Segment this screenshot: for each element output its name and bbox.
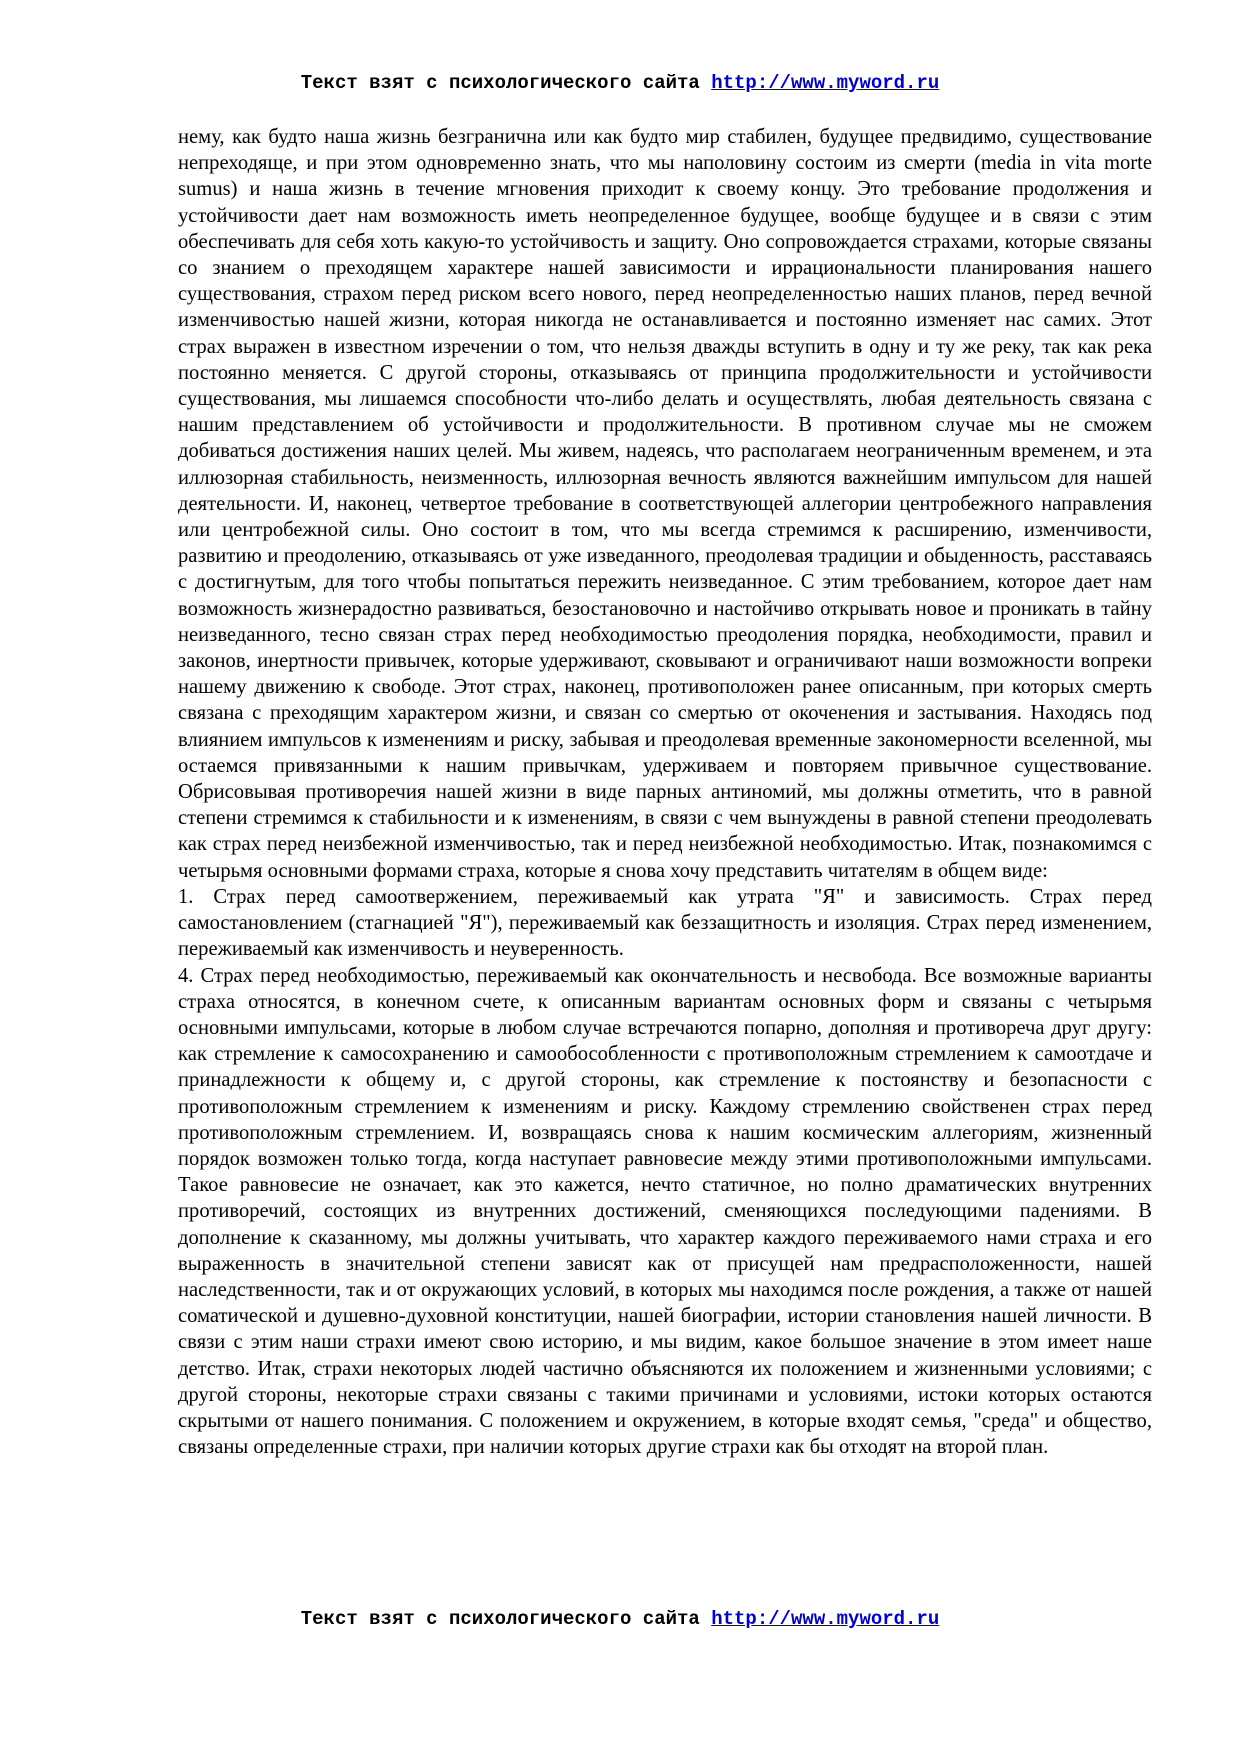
footer-text: Текст взят с психологического сайта <box>300 1608 700 1630</box>
header-text: Текст взят с психологического сайта <box>300 72 700 94</box>
header-site-link[interactable]: http://www.myword.ru <box>711 72 940 94</box>
paragraph-main: нему, как будто наша жизнь безгранична или как будто мир стабилен, будущее предвидимо, существование непреходяще, и при этом одновременно знать, что мы наполовину состоим из смерти (media in vita morte sumus) и наша жизнь в течение мгновения приходит к своему концу. Это требование продолжения и устойчивости дает нам возможность иметь неопределенное будущее, вообще будущее и в связи с этим обеспечивать для себя хоть какую-то устойчивость и защиту. Оно сопровождается страхами, которые связаны со знанием о преходящем характере нашей зависимости и иррациональности планирования нашего существования, страхом перед риском всего нового, перед неопределенностью наших планов, перед вечной изменчивостью нашей жизни, которая никогда не останавливается и постоянно изменяет нас самих. Этот страх выражен в известном изречении о том, что нельзя дважды вступить в одну и ту же реку, так как река постоянно меняется. С другой стороны, отказываясь от принципа продолжительности и устойчивости существования, мы лишаемся способности что-либо делать и осуществлять, любая деятельность связана с нашим представлением об устойчивости и продолжительности. В противном случае мы не сможем добиваться достижения наших целей. Мы живем, надеясь, что располагаем неограниченным временем, и эта иллюзорная стабильность, неизменность, иллюзорная вечность являются важнейшим импульсом для нашей деятельности. И, наконец, четвертое требование в соответствующей аллегории центробежного направления или центробежной силы. Оно состоит в том, что мы всегда стремимся к расширению, изменчивости, развитию и преодолению, отказываясь от уже изведанного, преодолевая традиции и обыденность, расставаясь с достигнутым, для того чтобы попытаться пережить неизведанное. С этим требованием, которое дает нам возможность жизнерадостно развиваться, безостановочно и настойчиво открывать новое и проникать в тайну неизведанного, тесно связан страх перед необходимостью преодоления порядка, необходимости, правил и законов, инертности привычек, которые удерживают, сковывают и ограничивают наши возможности вопреки нашему движению к свободе. Этот страх, наконец, противоположен ранее описанным, при которых смерть связана с преходящим характером жизни, и связан со смертью от окоченения и застывания. Находясь под влиянием импульсов к изменениям и риску, забывая и преодолевая временные закономерности вселенной, мы остаемся привязанными к нашим привычкам, удерживаем и повторяем привычное существование. Обрисовывая противоречия нашей жизни в виде парных антиномий, мы должны отметить, что в равной степени стремимся к стабильности и к изменениям, в связи с чем вынуждены в равной степени преодолевать как страх перед неизбежной изменчивостью, так и перед неизбежной необходимостью. Итак, познакомимся с четырьмя основными формами страха, которые я снова хочу представить читателям в общем виде: <box>178 126 1152 882</box>
paragraph-list-item-1: 1. Страх перед самоотвержением, переживаемый как утрата "Я" и зависимость. Страх перед самостановлением (стагнацией "Я"), переживаемый как беззащитность и изоляция. Страх перед изменением, переживаемый как изменчивость и неуверенность. <box>178 885 1152 961</box>
footer-site-link[interactable]: http://www.myword.ru <box>711 1608 940 1630</box>
page-header <box>0 72 1240 94</box>
document-body <box>178 124 1152 1460</box>
paragraph-list-item-4: 4. Страх перед необходимостью, переживаемый как окончательность и несвобода. Все возможные варианты страха относятся, в конечном счете, к описанным вариантам основных форм и связаны с четырьмя основными импульсами, которые в любом случае встречаются попарно, дополняя и противореча друг другу: как стремление к самосохранению и самообособленности с противоположным стремлением к самоотдаче и принадлежности к общему и, с другой стороны, как стремление к постоянству и безопасности с противоположным стремлением к изменениям и риску. Каждому стремлению свойственен страх перед противоположным стремлением. И, возвращаясь снова к нашим космическим аллегориям, жизненный порядок возможен только тогда, когда наступает равновесие между этими противоположными импульсами. Такое равновесие не означает, как это кажется, нечто статичное, но полно драматических внутренних противоречий, состоящих из внутренних достижений, сменяющихся последующими падениями. В дополнение к сказанному, мы должны учитывать, что характер каждого переживаемого нами страха и его выраженность в значительной степени зависят как от присущей нам предрасположенности, нашей наследственности, так и от окружающих условий, в которых мы находимся после рождения, а также от нашей соматической и душевно-духовной конституции, нашей биографии, истории становления нашей личности. В связи с этим наши страхи имеют свою историю, и мы видим, какое большое значение в этом имеет наше детство. Итак, страхи некоторых людей частично объясняются их положением и жизненными условиями; с другой стороны, некоторые страхи связаны с такими причинами и условиями, истоки которых остаются скрытыми от нашего понимания. С положением и окружением, в которые входят семья, "среда" и общество, связаны определенные страхи, при наличии которых другие страхи как бы отходят на второй план. <box>178 964 1152 1459</box>
page-footer <box>0 1608 1240 1630</box>
